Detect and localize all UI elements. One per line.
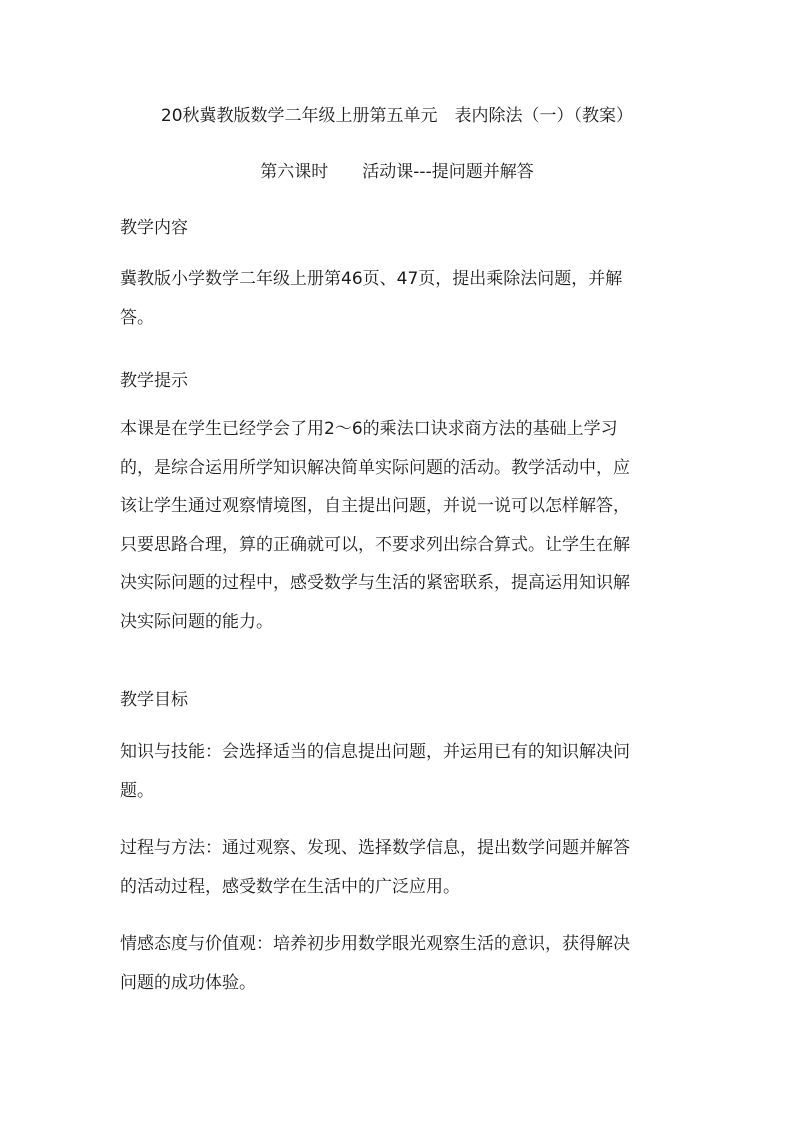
section-heading-goals: 教学目标 (120, 690, 188, 710)
document-title: 20秋冀教版数学二年级上册第五单元 表内除法（一）（教案） (160, 106, 634, 126)
paragraph-line: 只要思路合理，算的正确就可以，不要求列出综合算式。让学生在解 (120, 534, 630, 555)
paragraph-line: 冀教版小学数学二年级上册第46页、47页，提出乘除法问题，并解 (120, 269, 623, 289)
paragraph-line: 决实际问题的能力。 (120, 611, 273, 632)
goal-attitude-values (120, 925, 676, 1002)
paragraph-line: 题。 (120, 780, 154, 801)
section-paragraph-hints (120, 410, 676, 641)
paragraph-line: 的，是综合运用所学知识解决简单实际问题的活动。教学活动中，应 (120, 457, 630, 478)
paragraph-line: 情感态度与价值观：培养初步用数学眼光观察生活的意识，获得解决 (120, 934, 630, 954)
paragraph-line: 该让学生通过观察情境图，自主提出问题，并说一说可以怎样解答， (120, 496, 630, 516)
lesson-subtitle: 第六课时 活动课---提问题并解答 (260, 162, 534, 182)
paragraph-line: 的活动过程，感受数学在生活中的广泛应用。 (120, 876, 460, 897)
paragraph-line: 答。 (120, 307, 154, 328)
paragraph-line: 本课是在学生已经学会了用2～6的乘法口诀求商方法的基础上学习 (120, 419, 618, 439)
section-heading-content: 教学内容 (120, 218, 188, 238)
paragraph-line: 知识与技能：会选择适当的信息提出问题，并运用已有的知识解决问 (120, 742, 630, 762)
paragraph-line: 问题的成功体验。 (120, 972, 256, 993)
goal-knowledge-skills (120, 733, 676, 810)
goal-process-method (120, 829, 676, 906)
paragraph-line: 决实际问题的过程中，感受数学与生活的紧密联系，提高运用知识解 (120, 573, 630, 593)
paragraph-line: 过程与方法：通过观察、发现、选择数学信息，提出数学问题并解答 (120, 838, 630, 858)
section-heading-hints: 教学提示 (120, 371, 188, 391)
section-paragraph-content (120, 260, 676, 337)
